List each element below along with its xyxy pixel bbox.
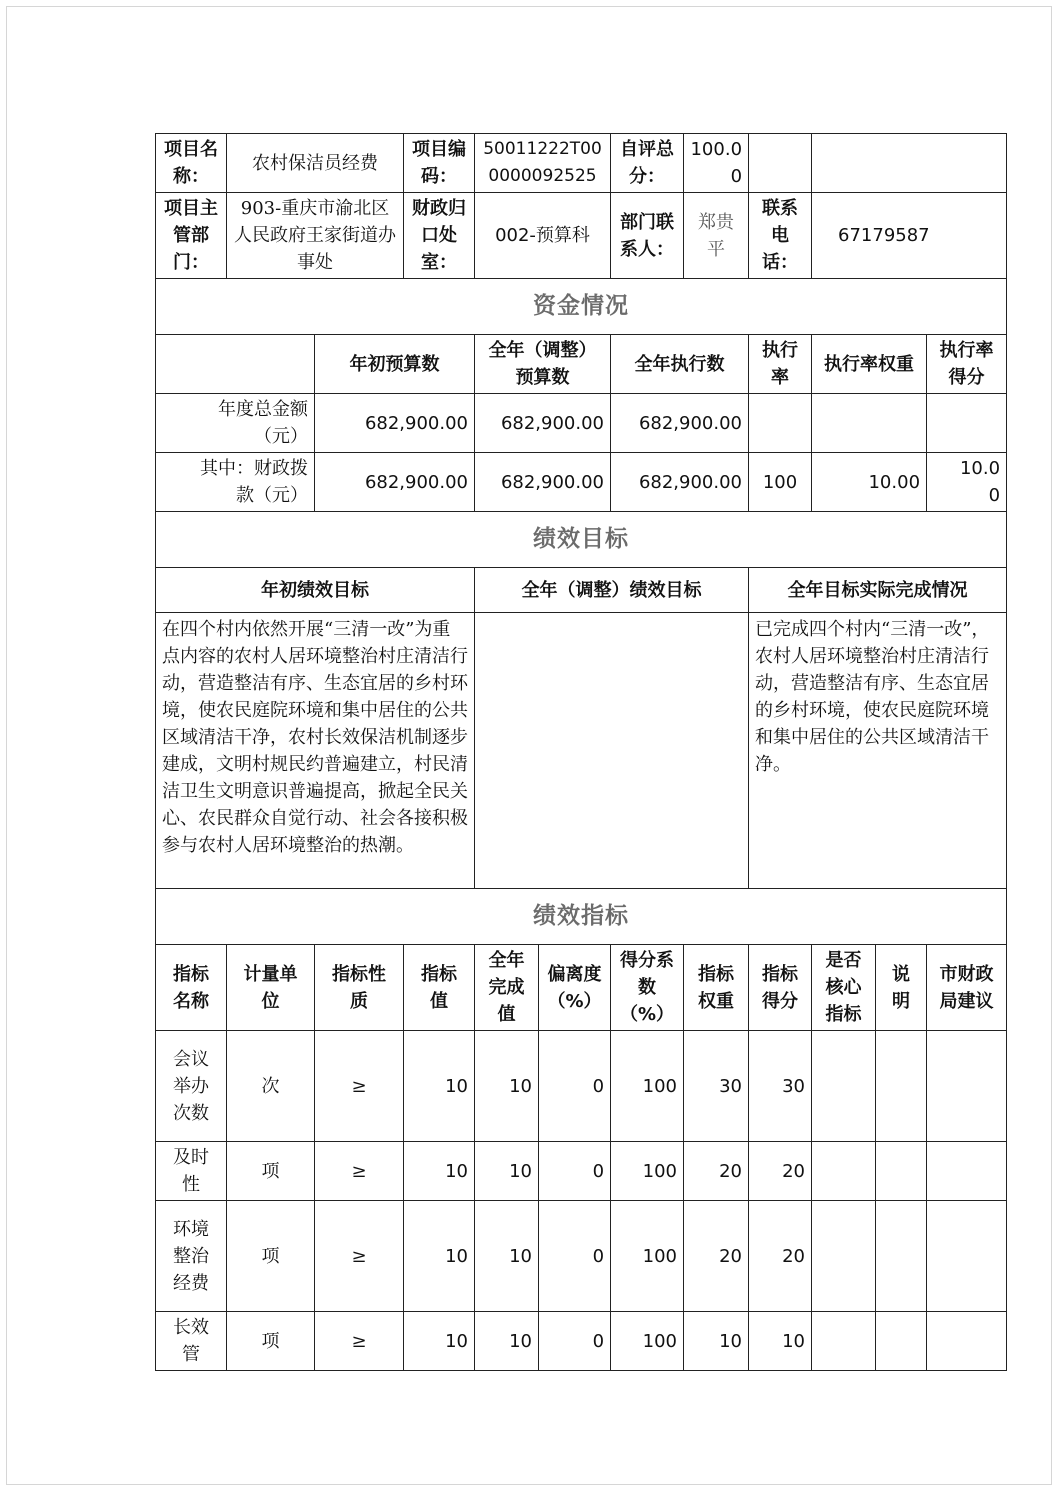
ind-unit: 项 — [227, 1142, 315, 1201]
phone-value: 67179587 — [812, 193, 1007, 279]
ind-target: 10 — [404, 1142, 475, 1201]
ind-coef: 100 — [611, 1142, 684, 1201]
project-code-label: 项目编码： — [404, 134, 475, 193]
indicators-header-row — [156, 945, 1007, 1031]
ind-done: 10 — [475, 1031, 539, 1142]
funds-row — [156, 453, 1007, 512]
goal-actual-text: 已完成四个村内“三清一改”，农村人居环境整治村庄清洁行动，营造整洁有序、生态宜居的乡村环境，使农民庭院环境和集中居住的公共区域清洁干净。 — [749, 613, 1007, 889]
goals-header-initial: 年初绩效目标 — [156, 568, 475, 613]
funds-header-rate: 执行率 — [749, 335, 812, 394]
funds-header-executed: 全年执行数 — [611, 335, 749, 394]
ind-name: 及时性 — [156, 1142, 227, 1201]
ind-header-note: 说明 — [876, 945, 927, 1031]
contact-label: 部门联系人： — [611, 193, 684, 279]
funds-row-initial: 682,900.00 — [315, 453, 475, 512]
ind-header-advice: 市财政局建议 — [927, 945, 1007, 1031]
project-code-value: 50011222T000000092525 — [475, 134, 611, 193]
ind-nature: ≥ — [315, 1201, 404, 1312]
indicator-row — [156, 1312, 1007, 1371]
funds-header-weight: 执行率权重 — [812, 335, 927, 394]
goals-section-title: 绩效目标 — [156, 512, 1007, 568]
ind-core — [812, 1142, 876, 1201]
funds-row-weight — [812, 394, 927, 453]
indicator-row — [156, 1142, 1007, 1201]
header-empty-cell-wide — [812, 134, 1007, 193]
ind-advice — [927, 1312, 1007, 1371]
funds-row-executed: 682,900.00 — [611, 453, 749, 512]
ind-header-score: 指标得分 — [749, 945, 812, 1031]
ind-done: 10 — [475, 1312, 539, 1371]
ind-score: 10 — [749, 1312, 812, 1371]
ind-header-core: 是否核心指标 — [812, 945, 876, 1031]
ind-header-coef: 得分系数（%） — [611, 945, 684, 1031]
self-score-value: 100.00 — [684, 134, 749, 193]
funds-row-score — [927, 394, 1007, 453]
header-row-2 — [156, 193, 1007, 279]
ind-header-deviation: 偏离度（%） — [539, 945, 611, 1031]
ind-weight: 30 — [684, 1031, 749, 1142]
funds-row-rate: 100 — [749, 453, 812, 512]
ind-unit: 项 — [227, 1312, 315, 1371]
funds-row-adjusted: 682,900.00 — [475, 453, 611, 512]
funds-header-row — [156, 335, 1007, 394]
ind-weight: 10 — [684, 1312, 749, 1371]
funds-row-initial: 682,900.00 — [315, 394, 475, 453]
ind-core — [812, 1201, 876, 1312]
ind-header-name: 指标名称 — [156, 945, 227, 1031]
phone-label: 联系电话： — [749, 193, 812, 279]
indicator-row — [156, 1031, 1007, 1142]
dept-label: 项目主管部门： — [156, 193, 227, 279]
funds-section-row — [156, 279, 1007, 335]
ind-nature: ≥ — [315, 1312, 404, 1371]
funds-row-score: 10.00 — [927, 453, 1007, 512]
ind-weight: 20 — [684, 1201, 749, 1312]
self-score-label: 自评总分： — [611, 134, 684, 193]
indicators-section-row — [156, 889, 1007, 945]
ind-header-weight: 指标权重 — [684, 945, 749, 1031]
ind-advice — [927, 1142, 1007, 1201]
funds-row-executed: 682,900.00 — [611, 394, 749, 453]
funds-row-rate — [749, 394, 812, 453]
ind-advice — [927, 1201, 1007, 1312]
project-name-label: 项目名称： — [156, 134, 227, 193]
ind-deviation: 0 — [539, 1031, 611, 1142]
ind-score: 20 — [749, 1201, 812, 1312]
ind-core — [812, 1031, 876, 1142]
ind-deviation: 0 — [539, 1142, 611, 1201]
ind-header-unit: 计量单位 — [227, 945, 315, 1031]
finance-value: 002-预算科 — [475, 193, 611, 279]
goal-initial-text: 在四个村内依然开展“三清一改”为重点内容的农村人居环境整治村庄清洁行动，营造整洁有序、生态宜居的乡村环境，使农民庭院环境和集中居住的公共区域清洁干净，农村长效保洁机制逐步建成，文明村规民约普遍建立，村民清洁卫生文明意识普遍提高，掀起全民关心、农民群众自觉行动、社会各接积极参与农村人居环境整治的热潮。 — [156, 613, 475, 889]
ind-target: 10 — [404, 1201, 475, 1312]
funds-row-label: 其中：财政拨款（元） — [156, 453, 315, 512]
evaluation-form — [155, 133, 1007, 1371]
ind-coef: 100 — [611, 1312, 684, 1371]
ind-unit: 项 — [227, 1201, 315, 1312]
ind-note — [876, 1031, 927, 1142]
ind-done: 10 — [475, 1142, 539, 1201]
ind-note — [876, 1201, 927, 1312]
funds-header-adjusted: 全年（调整）预算数 — [475, 335, 611, 394]
ind-target: 10 — [404, 1312, 475, 1371]
funds-row-adjusted: 682,900.00 — [475, 394, 611, 453]
goal-adjusted-text — [475, 613, 749, 889]
funds-row-label: 年度总金额（元） — [156, 394, 315, 453]
goals-section-row — [156, 512, 1007, 568]
ind-name: 环境整治经费 — [156, 1201, 227, 1312]
goals-header-row — [156, 568, 1007, 613]
funds-row-weight: 10.00 — [812, 453, 927, 512]
finance-label: 财政归口处室： — [404, 193, 475, 279]
ind-done: 10 — [475, 1201, 539, 1312]
goals-header-adjusted: 全年（调整）绩效目标 — [475, 568, 749, 613]
funds-header-initial: 年初预算数 — [315, 335, 475, 394]
ind-core — [812, 1312, 876, 1371]
dept-value: 903-重庆市渝北区人民政府王家街道办事处 — [227, 193, 404, 279]
ind-target: 10 — [404, 1031, 475, 1142]
ind-header-target: 指标值 — [404, 945, 475, 1031]
project-name-value: 农村保洁员经费 — [227, 134, 404, 193]
ind-note — [876, 1312, 927, 1371]
goals-header-actual: 全年目标实际完成情况 — [749, 568, 1007, 613]
ind-header-done: 全年完成值 — [475, 945, 539, 1031]
ind-name: 会议举办次数 — [156, 1031, 227, 1142]
ind-deviation: 0 — [539, 1201, 611, 1312]
ind-score: 30 — [749, 1031, 812, 1142]
ind-note — [876, 1142, 927, 1201]
header-empty-cell — [749, 134, 812, 193]
indicators-section-title: 绩效指标 — [156, 889, 1007, 945]
ind-deviation: 0 — [539, 1312, 611, 1371]
ind-nature: ≥ — [315, 1142, 404, 1201]
ind-nature: ≥ — [315, 1031, 404, 1142]
ind-advice — [927, 1031, 1007, 1142]
ind-unit: 次 — [227, 1031, 315, 1142]
ind-header-nature: 指标性质 — [315, 945, 404, 1031]
indicator-row — [156, 1201, 1007, 1312]
funds-header-score: 执行率得分 — [927, 335, 1007, 394]
funds-row — [156, 394, 1007, 453]
goals-content-row — [156, 613, 1007, 889]
funds-section-title: 资金情况 — [156, 279, 1007, 335]
ind-name: 长效管 — [156, 1312, 227, 1371]
ind-weight: 20 — [684, 1142, 749, 1201]
ind-score: 20 — [749, 1142, 812, 1201]
funds-header-blank — [156, 335, 315, 394]
ind-coef: 100 — [611, 1201, 684, 1312]
header-row-1 — [156, 134, 1007, 193]
ind-coef: 100 — [611, 1031, 684, 1142]
contact-value: 郑贵平 — [684, 193, 749, 279]
